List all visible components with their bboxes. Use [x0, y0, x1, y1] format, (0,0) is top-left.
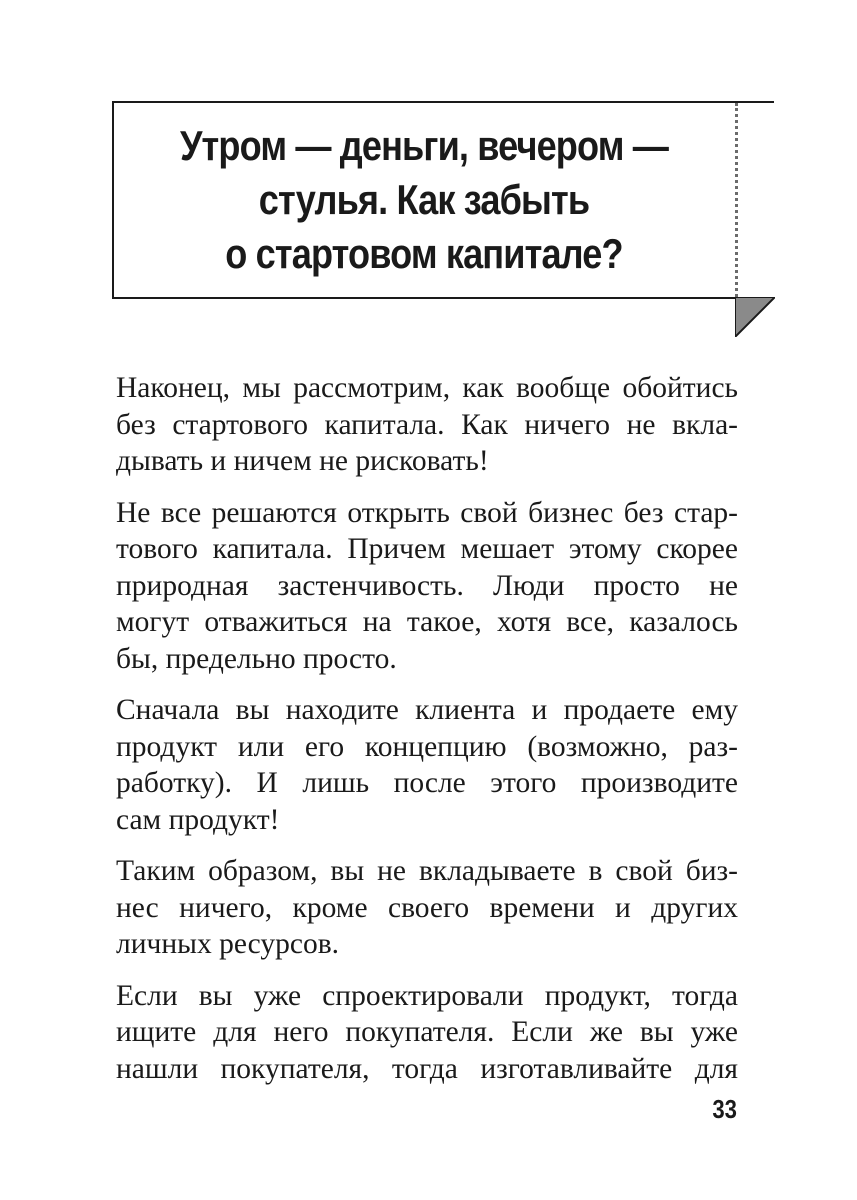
text-line: могут отважиться на такое, хотя все, казалось	[116, 606, 738, 638]
text-line: природная застенчивость. Люди просто не	[116, 569, 738, 602]
text-line: Не все решаются открыть свой бизнес без стар-	[116, 496, 738, 529]
paragraph	[116, 495, 738, 678]
text-line: Сначала вы находите клиента и продаете ему	[116, 694, 738, 726]
paragraph	[116, 978, 738, 1088]
heading-line: стулья. Как забыть	[258, 176, 590, 223]
text-line: сам продукт!	[116, 803, 280, 836]
paragraph	[116, 370, 738, 480]
text-line: личных ресурсов.	[116, 928, 340, 960]
folded-corner-icon	[735, 297, 775, 337]
paragraph	[116, 853, 738, 963]
chapter-heading	[156, 101, 693, 299]
text-line: Если вы уже спроектировали продукт, тогда	[116, 979, 738, 1012]
text-line: бы, предельно просто.	[116, 642, 397, 675]
text-line: Таким образом, вы не вкладываете в свой биз-	[116, 855, 738, 887]
text-line: продукт или его концепцию (возможно, раз-	[116, 730, 738, 763]
heading-line: Утром — деньги, вечером —	[179, 122, 669, 169]
text-line: ищите для него покупателя. Если же вы уже	[116, 1016, 738, 1048]
page-number: 33	[712, 1094, 737, 1124]
heading-line: о стартовом капитале?	[225, 230, 623, 277]
paragraph	[116, 692, 738, 838]
heading-dotted-edge	[735, 103, 738, 297]
text-line: дывать и ничем не рисковать!	[116, 445, 489, 477]
text-line: нес ничего, кроме своего времени и других	[116, 891, 738, 924]
text-line: тового капитала. Причем мешает этому скорее	[116, 533, 738, 565]
text-line: Наконец, мы рассмотрим, как вообще обойтись	[116, 372, 738, 404]
text-line: без стартового капитала. Как ничего не вкла-	[116, 408, 738, 441]
text-line: нашли покупателя, тогда изготавливайте для	[116, 1052, 738, 1085]
body-text	[116, 370, 738, 1102]
text-line: работку). И лишь после этого производите	[116, 767, 738, 799]
